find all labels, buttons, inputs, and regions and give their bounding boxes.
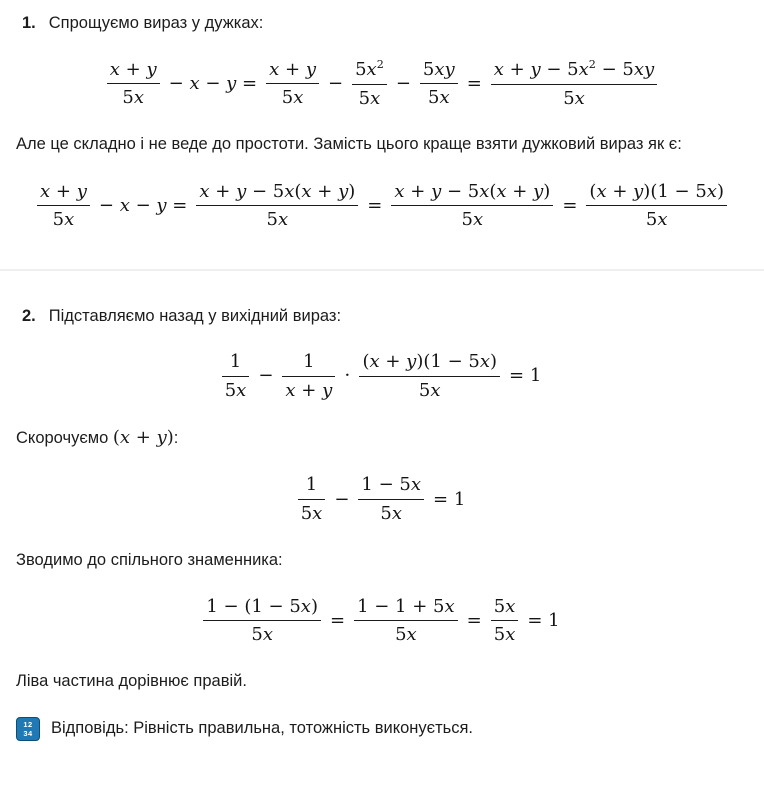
step-heading xyxy=(0,12,764,34)
math-operator: = 1 xyxy=(433,488,466,510)
equation xyxy=(0,596,764,646)
fraction xyxy=(491,596,519,646)
answer-line xyxy=(0,717,764,741)
citation-icon-digits: 12 xyxy=(23,719,33,729)
denominator: 5x xyxy=(298,499,326,525)
numerator: x + y xyxy=(109,58,157,80)
answer-text: Відповідь: Рівність правильна, тотожність виконується. xyxy=(51,719,474,738)
equation xyxy=(0,181,764,231)
math-operator: − x − y = xyxy=(98,194,188,216)
fraction xyxy=(359,351,500,401)
step-number: 1. xyxy=(22,14,36,32)
numerator: 1 − (1 − 5x) xyxy=(206,595,318,617)
numerator: 1 xyxy=(305,474,318,496)
denominator: 5x xyxy=(196,205,358,231)
paragraph-text: Зводимо до спільного знаменника: xyxy=(16,550,283,569)
denominator: 5x xyxy=(203,620,321,646)
numerator: 1 − 1 + 5x xyxy=(357,595,455,617)
numerator: (x + y)(1 − 5x) xyxy=(589,180,724,202)
fraction xyxy=(352,58,387,109)
paragraph-text: Але це складно і не веде до простоти. Замість цього краще взяти дужковий вираз як є: xyxy=(16,135,682,154)
denominator: 5x xyxy=(586,205,727,231)
paragraph-text: Скорочуємо xyxy=(16,429,113,448)
denominator: 5x xyxy=(107,83,160,109)
numerator: 5xy xyxy=(422,58,455,80)
denominator: 5x xyxy=(352,84,387,110)
math-operator: = 1 xyxy=(509,365,542,387)
inline-math: (x + y) xyxy=(112,427,174,449)
numerator: 1 − 5x xyxy=(361,474,422,496)
numerator: $x + y - 5x^2 - 5xy$ xyxy=(493,58,655,81)
fraction xyxy=(358,474,424,524)
equation xyxy=(0,474,764,524)
paragraph xyxy=(0,549,764,572)
fraction xyxy=(354,596,458,646)
math-operator: − xyxy=(328,73,344,95)
fraction xyxy=(266,59,319,109)
step-title: Підставляємо назад у вихідний вираз: xyxy=(48,306,342,325)
fraction xyxy=(391,181,553,231)
denominator: 5x xyxy=(491,84,657,110)
numerator: 5x xyxy=(493,595,516,617)
math-operator: = xyxy=(466,609,482,631)
fraction xyxy=(586,181,727,231)
denominator: 5x xyxy=(266,83,319,109)
paragraph xyxy=(0,425,764,450)
numerator: 1 xyxy=(303,351,315,372)
citation-icon-digits: 34 xyxy=(23,728,33,738)
denominator: 5x xyxy=(420,83,458,109)
fraction xyxy=(420,59,458,109)
numerator: 1 xyxy=(229,351,242,372)
math-operator: = xyxy=(562,194,578,216)
denominator: 5x xyxy=(37,205,90,231)
section-divider xyxy=(0,269,764,271)
fraction xyxy=(203,596,321,646)
fraction xyxy=(222,351,250,401)
denominator: 5x xyxy=(359,376,500,402)
fraction xyxy=(107,59,160,109)
denominator: 5x xyxy=(358,499,424,525)
fraction xyxy=(282,351,335,401)
paragraph xyxy=(0,133,764,156)
fraction xyxy=(37,181,90,231)
step-title: Спрощуємо вираз у дужках: xyxy=(48,14,264,32)
step-heading xyxy=(0,305,764,327)
denominator: 5x xyxy=(491,620,519,646)
denominator: 5x xyxy=(222,376,250,402)
math-operator: − xyxy=(334,488,350,510)
math-operator: − x − y = xyxy=(168,73,258,95)
numbers-citation-icon[interactable] xyxy=(16,717,40,741)
paragraph-text: Ліва частина дорівнює правій. xyxy=(16,671,247,690)
numerator: x + y xyxy=(269,58,316,80)
denominator: 5x xyxy=(391,205,553,231)
denominator: x + y xyxy=(282,376,335,402)
numerator: x + y xyxy=(40,180,87,202)
math-operator: = xyxy=(329,609,346,631)
math-operator: = 1 xyxy=(527,609,560,631)
fraction xyxy=(196,181,358,231)
numerator: x + y − 5x(x + y) xyxy=(199,180,356,202)
math-operator: = xyxy=(367,194,383,216)
paragraph xyxy=(0,670,764,693)
math-operator: − xyxy=(395,73,411,95)
numerator: $5x^2$ xyxy=(355,58,384,81)
paragraph-text: : xyxy=(173,429,179,448)
fraction xyxy=(298,474,326,524)
equation xyxy=(0,351,764,401)
numerator: (x + y)(1 − 5x) xyxy=(362,351,498,372)
step-number: 2. xyxy=(22,306,36,325)
math-operator: ⋅ xyxy=(344,365,351,387)
fraction xyxy=(491,58,657,109)
numerator: x + y − 5x(x + y) xyxy=(394,180,551,202)
denominator: 5x xyxy=(354,620,458,646)
math-operator: = xyxy=(466,73,482,95)
equation xyxy=(0,58,764,109)
math-operator: − xyxy=(258,365,274,387)
